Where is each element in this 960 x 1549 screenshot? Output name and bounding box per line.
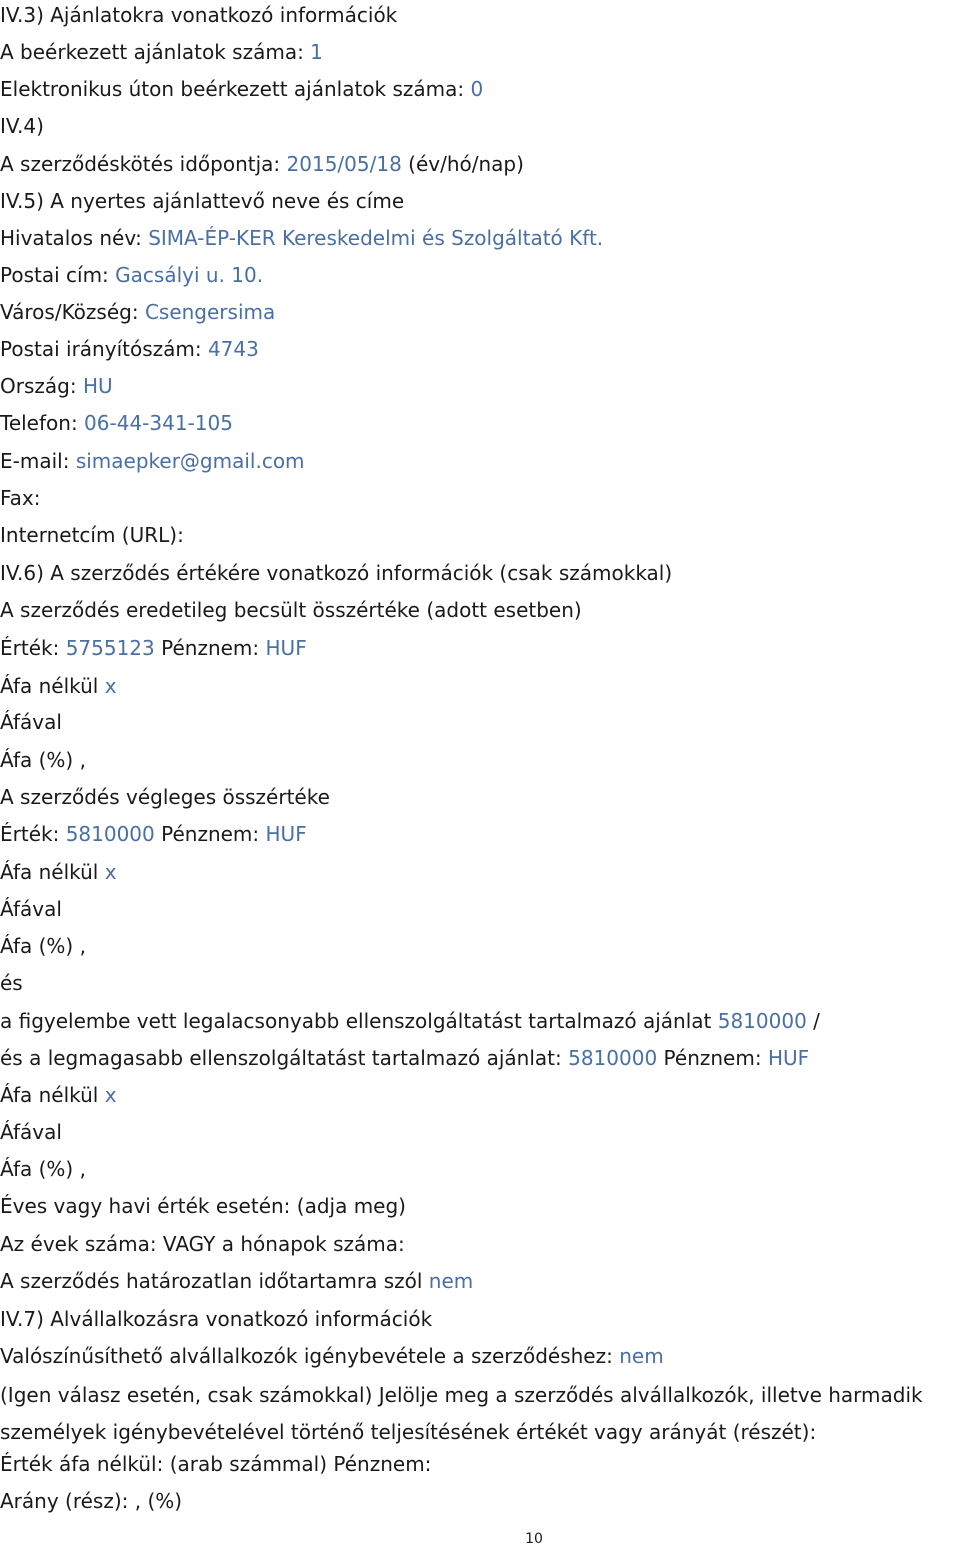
document-line <box>0 822 307 846</box>
field-label: Internetcím (URL): <box>0 523 184 547</box>
field-label: IV.7) Alvállalkozásra vonatkozó információk <box>0 1307 433 1331</box>
field-value: x <box>104 1083 117 1107</box>
document-line <box>0 897 62 921</box>
field-label: Áfa (%) , <box>0 1157 86 1181</box>
field-value: 1 <box>310 40 323 64</box>
field-label: Áfa nélkül <box>0 1083 105 1107</box>
field-value: 5810000 <box>568 1046 658 1070</box>
field-value: 06-44-341-105 <box>84 411 233 435</box>
field-label: a figyelembe vett legalacsonyabb ellenszolgáltatást tartalmazó ajánlat <box>0 1009 718 1033</box>
field-label: Valószínűsíthető alvállalkozók igénybevétele a szerződéshez: <box>0 1344 620 1368</box>
document-line <box>0 337 259 361</box>
field-label: Arány (rész): , (%) <box>0 1489 183 1513</box>
field-value: HUF <box>265 822 307 846</box>
document-line <box>0 1046 809 1070</box>
document-line <box>0 971 23 995</box>
field-label: Postai cím: <box>0 263 116 287</box>
field-label: és a legmagasabb ellenszolgáltatást tartalmazó ajánlat: <box>0 1046 569 1070</box>
field-label: Telefon: <box>0 411 85 435</box>
field-label: A szerződés eredetileg becsült összértéke (adott esetben) <box>0 598 582 622</box>
document-line <box>0 934 86 958</box>
document-line <box>0 189 404 213</box>
field-value: simaepker@gmail.com <box>75 449 305 473</box>
field-label: Érték áfa nélkül: (arab számmal) Pénznem: <box>0 1452 432 1476</box>
document-line <box>0 598 582 622</box>
document-line <box>0 1194 406 1218</box>
document-line <box>0 748 86 772</box>
field-label: Érték: <box>0 822 66 846</box>
document-line <box>0 860 117 884</box>
field-label: IV.3) Ajánlatokra vonatkozó információk <box>0 3 398 27</box>
field-suffix: / <box>806 1009 820 1033</box>
field-value: 4743 <box>207 337 259 361</box>
field-value: SIMA-ÉP-KER Kereskedelmi és Szolgáltató Kft. <box>148 226 604 250</box>
field-label: (Igen válasz esetén, csak számokkal) Jelölje meg a szerződés alvállalkozók, illetve harmadik személyek igénybevételével történő teljesítésének értékét vagy arányát (részét): <box>0 1383 923 1444</box>
field-label: és <box>0 971 23 995</box>
field-label: A szerződés határozatlan időtartamra szól <box>0 1269 429 1293</box>
field-label: Pénznem: <box>154 636 266 660</box>
field-label: A szerződéskötés időpontja: <box>0 152 287 176</box>
field-value: nem <box>428 1269 474 1293</box>
document-line <box>0 1489 182 1513</box>
document-line <box>0 486 41 510</box>
document-line <box>0 636 307 660</box>
field-label: Áfa nélkül <box>0 860 105 884</box>
document-line <box>0 263 263 287</box>
field-value: Csengersima <box>144 300 276 324</box>
document-line <box>0 1009 820 1033</box>
field-value: HU <box>82 374 113 398</box>
page-number: 10 <box>525 1531 543 1547</box>
document-line <box>0 1377 958 1451</box>
field-value: 2015/05/18 <box>286 152 402 176</box>
field-label: Postai irányítószám: <box>0 337 208 361</box>
document-line <box>0 1083 117 1107</box>
field-label: Áfa nélkül <box>0 674 105 698</box>
field-label: Áfa (%) , <box>0 748 86 772</box>
document-line <box>0 1452 431 1476</box>
document-line <box>0 1157 86 1181</box>
field-label: Áfa (%) , <box>0 934 86 958</box>
document-line <box>0 40 323 64</box>
field-value: 5755123 <box>65 636 155 660</box>
field-value: HUF <box>265 636 307 660</box>
document-line <box>0 1307 432 1331</box>
field-value: nem <box>619 1344 664 1368</box>
document-line <box>0 1269 473 1293</box>
field-label: Áfával <box>0 1120 62 1144</box>
document-line <box>0 114 44 138</box>
field-label: Város/Község: <box>0 300 145 324</box>
document-line <box>0 1232 405 1256</box>
document-line <box>0 785 330 809</box>
field-value: x <box>104 674 117 698</box>
field-label: IV.6) A szerződés értékére vonatkozó információk (csak számokkal) <box>0 561 673 585</box>
document-line <box>0 449 305 473</box>
field-label: Hivatalos név: <box>0 226 149 250</box>
document-line <box>0 374 113 398</box>
field-label: Pénznem: <box>154 822 266 846</box>
field-label: A szerződés végleges összértéke <box>0 785 330 809</box>
document-line <box>0 523 184 547</box>
field-value: Gacsályi u. 10. <box>115 263 264 287</box>
field-label: Fax: <box>0 486 41 510</box>
document-line <box>0 561 672 585</box>
field-value: 0 <box>470 77 484 101</box>
field-label: Elektronikus úton beérkezett ajánlatok száma: <box>0 77 471 101</box>
document-line <box>0 411 233 435</box>
document-line <box>0 300 275 324</box>
document-line <box>0 674 117 698</box>
field-label: Pénznem: <box>657 1046 768 1070</box>
field-value: 5810000 <box>65 822 155 846</box>
field-value: HUF <box>767 1046 810 1070</box>
field-value: x <box>104 860 117 884</box>
field-label: Érték: <box>0 636 66 660</box>
field-label: Az évek száma: VAGY a hónapok száma: <box>0 1232 405 1256</box>
document-line <box>0 226 603 250</box>
document-line <box>0 77 483 101</box>
field-value: 5810000 <box>717 1009 807 1033</box>
field-label: Áfával <box>0 897 62 921</box>
field-suffix: (év/hó/nap) <box>401 152 524 176</box>
document-line <box>0 1120 62 1144</box>
document-line <box>0 3 397 27</box>
field-label: IV.5) A nyertes ajánlattevő neve és címe <box>0 189 405 213</box>
field-label: E-mail: <box>0 449 76 473</box>
document-line <box>0 1344 664 1368</box>
document-line <box>0 710 62 734</box>
field-label: A beérkezett ajánlatok száma: <box>0 40 311 64</box>
field-label: Éves vagy havi érték esetén: (adja meg) <box>0 1194 406 1218</box>
field-label: Ország: <box>0 374 83 398</box>
field-label: IV.4) <box>0 114 44 138</box>
document-line <box>0 152 524 176</box>
field-label: Áfával <box>0 710 62 734</box>
